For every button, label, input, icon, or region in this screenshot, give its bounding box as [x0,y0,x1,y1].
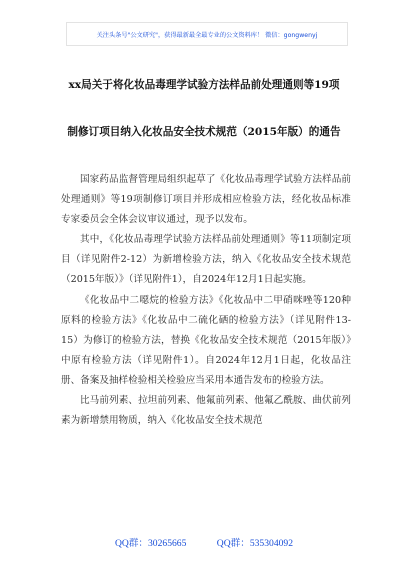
footer-qq-group-2: QQ群：535304092 [216,538,294,549]
document-body [61,170,351,431]
document-title-line-1: xx局关于将化妆品毒理学试验方法样品前处理通则等19项 [68,79,340,91]
body-paragraph: 比马前列素、拉坦前列素、他氟前列素、他氟乙酰胺、曲伏前列素为新增禁用物质，纳入《化妆品安全技术规范 [61,395,351,427]
header-notice-text: 关注头条号"公文研究"，获得最新最全最专业的公文资料库！ 微信：gongwenyj [96,31,318,39]
footer-qq-group-1: QQ群：30265665 [114,538,187,549]
body-paragraph: 其中，《化妆品毒理学试验方法样品前处理通则》等11项制定项目（详见附件2-12）为新增检验方法，纳入《化妆品安全技术规范（2015年版）》（详见附件1），自2024年12月1日起实施。 [61,234,351,286]
header-notice-box [66,22,348,46]
body-paragraph: 国家药品监督管理局组织起草了《化妆品毒理学试验方法样品前处理通则》等19项制修订项目并形成相应检验方法，经化妆品标准专家委员会全体会议审议通过，现予以发布。 [61,174,351,226]
document-title-line-2: 制修订项目纳入化妆品安全技术规范（2015年版）的通告 [67,126,341,138]
footer-contacts [0,535,408,549]
body-paragraph: 《化妆品中二噁烷的检验方法》《化妆品中二甲硝咪唑等120种原料的检验方法》《化妆品中二硫化硒的检验方法》（详见附件13-15）为修订的检验方法，替换《化妆品安全技术规范（2015年版）》中原有检验方法（详见附件1）。自2024年12月1日起，化妆品注册、备案及抽样检验相关检验应当采用本通告发布的检验方法。 [61,294,351,386]
